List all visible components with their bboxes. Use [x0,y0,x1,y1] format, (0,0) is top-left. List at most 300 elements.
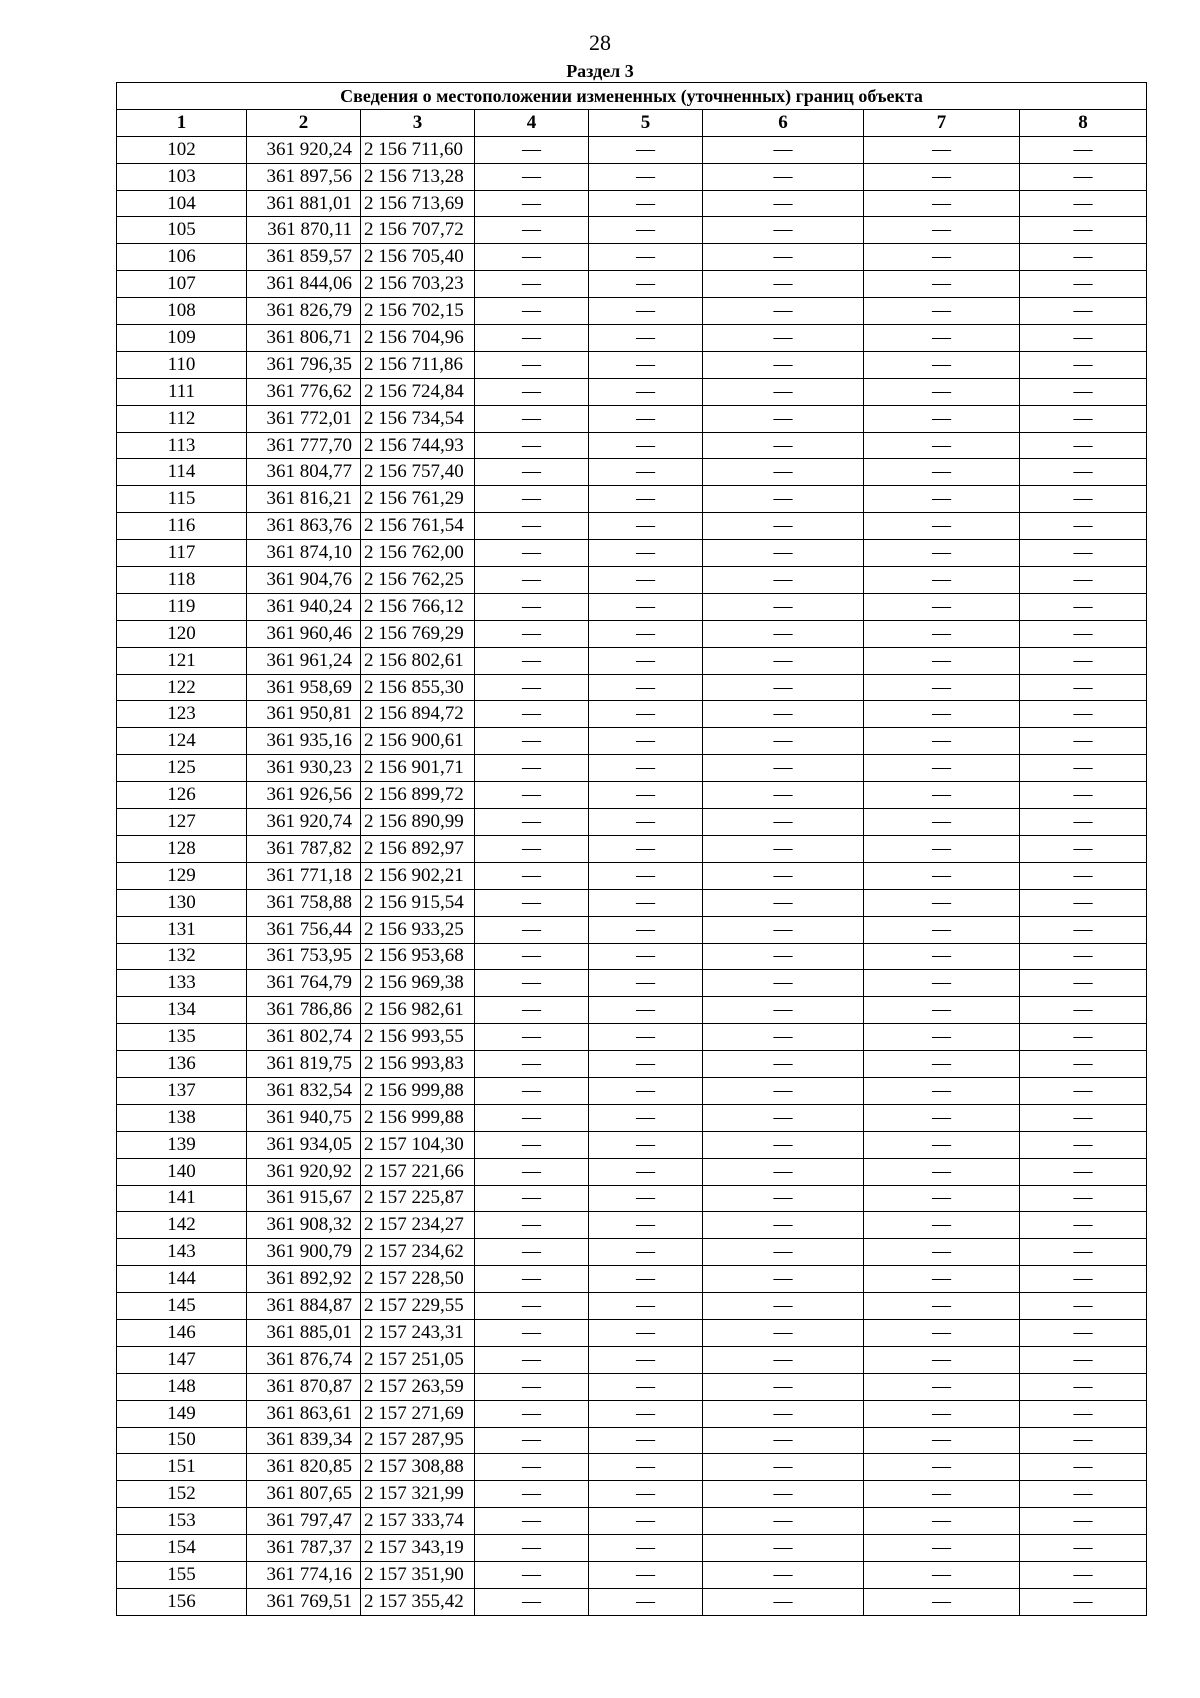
y-coordinate-cell: 2 156 702,15 [361,298,475,325]
empty-value-cell: — [589,1104,703,1131]
y-coordinate-cell: 2 157 343,19 [361,1535,475,1562]
y-coordinate-cell: 2 156 744,93 [361,432,475,459]
empty-value-cell: — [703,163,864,190]
x-coordinate-cell: 361 934,05 [247,1131,361,1158]
empty-value-cell: — [864,486,1020,513]
empty-value-cell: — [589,916,703,943]
table-row [117,1293,1147,1320]
empty-value-cell: — [589,540,703,567]
table-row [117,755,1147,782]
empty-value-cell: — [475,540,589,567]
y-coordinate-cell: 2 156 734,54 [361,405,475,432]
y-coordinate-cell: 2 156 762,00 [361,540,475,567]
empty-value-cell: — [1020,701,1147,728]
empty-value-cell: — [1020,567,1147,594]
empty-value-cell: — [589,835,703,862]
column-header: 8 [1020,109,1147,136]
point-number-cell: 142 [117,1212,247,1239]
y-coordinate-cell: 2 156 901,71 [361,755,475,782]
empty-value-cell: — [703,970,864,997]
empty-value-cell: — [475,1454,589,1481]
empty-value-cell: — [703,620,864,647]
point-number-cell: 140 [117,1158,247,1185]
empty-value-cell: — [589,1131,703,1158]
table-row [117,1131,1147,1158]
x-coordinate-cell: 361 764,79 [247,970,361,997]
x-coordinate-cell: 361 787,37 [247,1535,361,1562]
empty-value-cell: — [703,593,864,620]
empty-value-cell: — [589,190,703,217]
column-number-row [117,109,1147,136]
x-coordinate-cell: 361 806,71 [247,325,361,352]
empty-value-cell: — [864,271,1020,298]
empty-value-cell: — [589,1077,703,1104]
empty-value-cell: — [475,513,589,540]
x-coordinate-cell: 361 915,67 [247,1185,361,1212]
column-header: 4 [475,109,589,136]
empty-value-cell: — [1020,889,1147,916]
empty-value-cell: — [703,889,864,916]
empty-value-cell: — [703,190,864,217]
table-body [117,136,1147,1615]
empty-value-cell: — [864,540,1020,567]
empty-value-cell: — [475,862,589,889]
empty-value-cell: — [864,432,1020,459]
x-coordinate-cell: 361 870,87 [247,1373,361,1400]
empty-value-cell: — [475,1239,589,1266]
table-row [117,1427,1147,1454]
empty-value-cell: — [864,1024,1020,1051]
table-row [117,325,1147,352]
point-number-cell: 154 [117,1535,247,1562]
empty-value-cell: — [475,1185,589,1212]
point-number-cell: 128 [117,835,247,862]
empty-value-cell: — [475,1561,589,1588]
x-coordinate-cell: 361 776,62 [247,378,361,405]
empty-value-cell: — [703,701,864,728]
empty-value-cell: — [864,378,1020,405]
table-row [117,1561,1147,1588]
point-number-cell: 133 [117,970,247,997]
empty-value-cell: — [1020,298,1147,325]
empty-value-cell: — [864,728,1020,755]
empty-value-cell: — [1020,1319,1147,1346]
x-coordinate-cell: 361 844,06 [247,271,361,298]
empty-value-cell: — [703,405,864,432]
y-coordinate-cell: 2 156 724,84 [361,378,475,405]
empty-value-cell: — [703,1454,864,1481]
empty-value-cell: — [1020,190,1147,217]
page-number: 28 [589,30,611,55]
empty-value-cell: — [864,567,1020,594]
y-coordinate-cell: 2 157 263,59 [361,1373,475,1400]
empty-value-cell: — [475,190,589,217]
empty-value-cell: — [589,459,703,486]
table-row [117,513,1147,540]
empty-value-cell: — [1020,1104,1147,1131]
point-number-cell: 126 [117,782,247,809]
y-coordinate-cell: 2 156 761,54 [361,513,475,540]
empty-value-cell: — [589,1024,703,1051]
empty-value-cell: — [589,1239,703,1266]
table-row [117,432,1147,459]
empty-value-cell: — [1020,1239,1147,1266]
x-coordinate-cell: 361 908,32 [247,1212,361,1239]
empty-value-cell: — [864,1051,1020,1078]
table-row [117,1212,1147,1239]
empty-value-cell: — [703,486,864,513]
table-row [117,1266,1147,1293]
empty-value-cell: — [475,1508,589,1535]
y-coordinate-cell: 2 157 221,66 [361,1158,475,1185]
y-coordinate-cell: 2 157 287,95 [361,1427,475,1454]
empty-value-cell: — [589,378,703,405]
table-row [117,728,1147,755]
empty-value-cell: — [864,701,1020,728]
y-coordinate-cell: 2 156 953,68 [361,943,475,970]
empty-value-cell: — [864,1158,1020,1185]
empty-value-cell: — [589,163,703,190]
empty-value-cell: — [703,1131,864,1158]
empty-value-cell: — [475,351,589,378]
empty-value-cell: — [864,513,1020,540]
x-coordinate-cell: 361 870,11 [247,217,361,244]
empty-value-cell: — [589,298,703,325]
table-row [117,163,1147,190]
empty-value-cell: — [589,593,703,620]
empty-value-cell: — [864,459,1020,486]
y-coordinate-cell: 2 156 707,72 [361,217,475,244]
empty-value-cell: — [1020,674,1147,701]
table-row [117,271,1147,298]
empty-value-cell: — [589,943,703,970]
empty-value-cell: — [703,1051,864,1078]
empty-value-cell: — [1020,1293,1147,1320]
empty-value-cell: — [1020,540,1147,567]
empty-value-cell: — [1020,244,1147,271]
x-coordinate-cell: 361 826,79 [247,298,361,325]
empty-value-cell: — [475,674,589,701]
empty-value-cell: — [1020,1266,1147,1293]
empty-value-cell: — [589,1454,703,1481]
empty-value-cell: — [864,1293,1020,1320]
empty-value-cell: — [589,1266,703,1293]
empty-value-cell: — [703,1346,864,1373]
empty-value-cell: — [864,1400,1020,1427]
empty-value-cell: — [1020,136,1147,163]
table-row [117,351,1147,378]
point-number-cell: 141 [117,1185,247,1212]
empty-value-cell: — [864,809,1020,836]
table-row [117,997,1147,1024]
y-coordinate-cell: 2 156 999,88 [361,1077,475,1104]
y-coordinate-cell: 2 157 251,05 [361,1346,475,1373]
empty-value-cell: — [475,405,589,432]
y-coordinate-cell: 2 156 713,28 [361,163,475,190]
empty-value-cell: — [1020,1427,1147,1454]
y-coordinate-cell: 2 156 704,96 [361,325,475,352]
empty-value-cell: — [864,970,1020,997]
table-row [117,782,1147,809]
y-coordinate-cell: 2 157 228,50 [361,1266,475,1293]
empty-value-cell: — [475,1373,589,1400]
empty-value-cell: — [703,943,864,970]
point-number-cell: 152 [117,1481,247,1508]
empty-value-cell: — [703,997,864,1024]
empty-value-cell: — [703,459,864,486]
empty-value-cell: — [589,997,703,1024]
empty-value-cell: — [703,1535,864,1562]
x-coordinate-cell: 361 802,74 [247,1024,361,1051]
empty-value-cell: — [864,593,1020,620]
empty-value-cell: — [475,271,589,298]
empty-value-cell: — [475,782,589,809]
table-caption-row [117,83,1147,110]
empty-value-cell: — [1020,1561,1147,1588]
section-title: Раздел 3 [566,61,634,81]
x-coordinate-cell: 361 769,51 [247,1588,361,1615]
empty-value-cell: — [475,728,589,755]
empty-value-cell: — [475,997,589,1024]
point-number-cell: 155 [117,1561,247,1588]
x-coordinate-cell: 361 859,57 [247,244,361,271]
table-row [117,916,1147,943]
empty-value-cell: — [864,351,1020,378]
point-number-cell: 110 [117,351,247,378]
table-row [117,136,1147,163]
empty-value-cell: — [703,1185,864,1212]
x-coordinate-cell: 361 839,34 [247,1427,361,1454]
empty-value-cell: — [864,244,1020,271]
point-number-cell: 132 [117,943,247,970]
empty-value-cell: — [864,782,1020,809]
table-row [117,1051,1147,1078]
empty-value-cell: — [589,970,703,997]
empty-value-cell: — [589,1481,703,1508]
empty-value-cell: — [1020,217,1147,244]
empty-value-cell: — [703,1212,864,1239]
x-coordinate-cell: 361 820,85 [247,1454,361,1481]
empty-value-cell: — [589,647,703,674]
empty-value-cell: — [589,728,703,755]
empty-value-cell: — [864,325,1020,352]
point-number-cell: 114 [117,459,247,486]
point-number-cell: 117 [117,540,247,567]
table-row [117,1319,1147,1346]
empty-value-cell: — [589,1293,703,1320]
empty-value-cell: — [703,351,864,378]
empty-value-cell: — [475,916,589,943]
empty-value-cell: — [703,325,864,352]
y-coordinate-cell: 2 156 705,40 [361,244,475,271]
empty-value-cell: — [864,190,1020,217]
empty-value-cell: — [703,298,864,325]
empty-value-cell: — [1020,1373,1147,1400]
empty-value-cell: — [589,1427,703,1454]
point-number-cell: 118 [117,567,247,594]
empty-value-cell: — [703,1077,864,1104]
empty-value-cell: — [1020,1400,1147,1427]
point-number-cell: 134 [117,997,247,1024]
empty-value-cell: — [864,1508,1020,1535]
empty-value-cell: — [864,997,1020,1024]
empty-value-cell: — [589,1400,703,1427]
empty-value-cell: — [589,674,703,701]
empty-value-cell: — [1020,432,1147,459]
x-coordinate-cell: 361 892,92 [247,1266,361,1293]
empty-value-cell: — [1020,755,1147,782]
empty-value-cell: — [864,1077,1020,1104]
empty-value-cell: — [475,647,589,674]
empty-value-cell: — [475,1051,589,1078]
point-number-cell: 135 [117,1024,247,1051]
y-coordinate-cell: 2 156 982,61 [361,997,475,1024]
empty-value-cell: — [703,1508,864,1535]
empty-value-cell: — [703,674,864,701]
table-row [117,1481,1147,1508]
table-row [117,405,1147,432]
empty-value-cell: — [1020,513,1147,540]
point-number-cell: 103 [117,163,247,190]
point-number-cell: 125 [117,755,247,782]
empty-value-cell: — [589,513,703,540]
point-number-cell: 130 [117,889,247,916]
point-number-cell: 112 [117,405,247,432]
y-coordinate-cell: 2 157 333,74 [361,1508,475,1535]
empty-value-cell: — [703,1561,864,1588]
table-row [117,1024,1147,1051]
empty-value-cell: — [703,244,864,271]
point-number-cell: 143 [117,1239,247,1266]
column-header: 7 [864,109,1020,136]
empty-value-cell: — [703,1024,864,1051]
table-row [117,835,1147,862]
empty-value-cell: — [864,1239,1020,1266]
empty-value-cell: — [475,432,589,459]
point-number-cell: 153 [117,1508,247,1535]
x-coordinate-cell: 361 930,23 [247,755,361,782]
x-coordinate-cell: 361 904,76 [247,567,361,594]
empty-value-cell: — [1020,1185,1147,1212]
empty-value-cell: — [589,620,703,647]
x-coordinate-cell: 361 960,46 [247,620,361,647]
point-number-cell: 105 [117,217,247,244]
empty-value-cell: — [589,782,703,809]
empty-value-cell: — [703,1104,864,1131]
empty-value-cell: — [589,1561,703,1588]
empty-value-cell: — [475,1319,589,1346]
table-row [117,217,1147,244]
empty-value-cell: — [589,701,703,728]
empty-value-cell: — [1020,1535,1147,1562]
empty-value-cell: — [589,1158,703,1185]
point-number-cell: 147 [117,1346,247,1373]
y-coordinate-cell: 2 156 894,72 [361,701,475,728]
x-coordinate-cell: 361 920,74 [247,809,361,836]
empty-value-cell: — [589,567,703,594]
empty-value-cell: — [475,1400,589,1427]
empty-value-cell: — [589,217,703,244]
empty-value-cell: — [703,1293,864,1320]
empty-value-cell: — [703,1373,864,1400]
empty-value-cell: — [589,271,703,298]
x-coordinate-cell: 361 950,81 [247,701,361,728]
empty-value-cell: — [475,620,589,647]
table-row [117,1185,1147,1212]
x-coordinate-cell: 361 787,82 [247,835,361,862]
y-coordinate-cell: 2 156 713,69 [361,190,475,217]
empty-value-cell: — [475,835,589,862]
empty-value-cell: — [475,1266,589,1293]
empty-value-cell: — [703,647,864,674]
table-row [117,244,1147,271]
y-coordinate-cell: 2 156 993,83 [361,1051,475,1078]
x-coordinate-cell: 361 777,70 [247,432,361,459]
empty-value-cell: — [475,1588,589,1615]
empty-value-cell: — [1020,809,1147,836]
empty-value-cell: — [1020,728,1147,755]
table-row [117,809,1147,836]
empty-value-cell: — [1020,997,1147,1024]
empty-value-cell: — [864,163,1020,190]
column-header: 1 [117,109,247,136]
table-row [117,540,1147,567]
empty-value-cell: — [1020,378,1147,405]
empty-value-cell: — [475,1158,589,1185]
empty-value-cell: — [864,862,1020,889]
y-coordinate-cell: 2 156 899,72 [361,782,475,809]
empty-value-cell: — [1020,405,1147,432]
point-number-cell: 102 [117,136,247,163]
empty-value-cell: — [703,217,864,244]
table-row [117,190,1147,217]
empty-value-cell: — [703,136,864,163]
empty-value-cell: — [475,486,589,513]
empty-value-cell: — [703,1266,864,1293]
x-coordinate-cell: 361 863,76 [247,513,361,540]
x-coordinate-cell: 361 961,24 [247,647,361,674]
empty-value-cell: — [589,432,703,459]
table-row [117,889,1147,916]
empty-value-cell: — [475,1077,589,1104]
y-coordinate-cell: 2 156 933,25 [361,916,475,943]
empty-value-cell: — [703,513,864,540]
empty-value-cell: — [589,809,703,836]
empty-value-cell: — [1020,943,1147,970]
point-number-cell: 151 [117,1454,247,1481]
empty-value-cell: — [864,136,1020,163]
column-header: 3 [361,109,475,136]
y-coordinate-cell: 2 156 802,61 [361,647,475,674]
empty-value-cell: — [589,862,703,889]
table-row [117,593,1147,620]
x-coordinate-cell: 361 885,01 [247,1319,361,1346]
y-coordinate-cell: 2 157 351,90 [361,1561,475,1588]
empty-value-cell: — [864,943,1020,970]
empty-value-cell: — [703,1158,864,1185]
table-row [117,1400,1147,1427]
point-number-cell: 146 [117,1319,247,1346]
y-coordinate-cell: 2 156 762,25 [361,567,475,594]
point-number-cell: 121 [117,647,247,674]
point-number-cell: 113 [117,432,247,459]
table-row [117,459,1147,486]
x-coordinate-cell: 361 807,65 [247,1481,361,1508]
empty-value-cell: — [703,916,864,943]
empty-value-cell: — [475,809,589,836]
empty-value-cell: — [475,970,589,997]
empty-value-cell: — [475,378,589,405]
